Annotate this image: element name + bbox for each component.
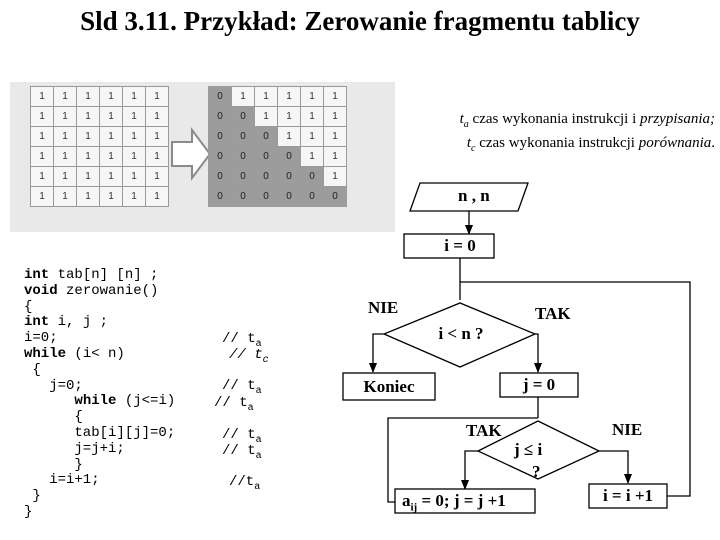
matrix-cell: 1: [278, 127, 301, 147]
matrix-cell: 1: [123, 147, 146, 167]
matrix-cell: 0: [209, 107, 232, 127]
matrix-cell: 1: [31, 107, 54, 127]
matrix-cell: 1: [146, 107, 169, 127]
matrix-cell: 1: [123, 127, 146, 147]
matrix-cell: 1: [77, 107, 100, 127]
matrix-cell: 0: [232, 127, 255, 147]
matrix-cell: 1: [146, 167, 169, 187]
end-label: Koniec: [363, 377, 415, 396]
legend-tc: $t_c$ czas wykonania instrukcji porównania.: [466, 135, 715, 154]
matrix-cell: 1: [324, 87, 347, 107]
matrix-cell: 1: [31, 87, 54, 107]
matrix-cell: 1: [301, 127, 324, 147]
nie-inner-label: NIE: [612, 420, 643, 439]
matrix-cell: 1: [123, 167, 146, 187]
matrix-cell: 1: [324, 127, 347, 147]
inner-condition-label: j ≤ i: [514, 440, 543, 459]
matrix-cell: 0: [278, 147, 301, 167]
matrix-cell: 0: [278, 187, 301, 207]
comment-ta-3: // $t_a$: [214, 395, 254, 414]
matrix-cell: 0: [255, 127, 278, 147]
matrix-cell: 0: [278, 167, 301, 187]
matrix-cell: 1: [54, 107, 77, 127]
matrix-cell: 1: [100, 127, 123, 147]
matrix-cell: 1: [278, 87, 301, 107]
matrix-cell: 1: [146, 187, 169, 207]
matrix-cell: 1: [278, 107, 301, 127]
matrix-cell: 0: [232, 167, 255, 187]
matrix-cell: 1: [301, 87, 324, 107]
matrix-cell: 0: [301, 187, 324, 207]
matrix-cell: 1: [100, 147, 123, 167]
matrix-cell: 1: [54, 187, 77, 207]
matrix-cell: 0: [232, 107, 255, 127]
matrix-cell: 0: [209, 87, 232, 107]
matrix-cell: 0: [232, 147, 255, 167]
matrix-cell: 1: [324, 107, 347, 127]
matrix-cell: 0: [209, 187, 232, 207]
comment-ta-4: // $t_a$: [222, 427, 262, 446]
matrix-cell: 0: [255, 187, 278, 207]
matrix-cell: 1: [77, 127, 100, 147]
comment-ta-5: // $t_a$: [222, 443, 262, 462]
comment-ta-6: $//t_a$: [229, 474, 261, 493]
comment-ta-1: // $t_a$: [222, 331, 262, 350]
nie-outer-label: NIE: [368, 298, 399, 317]
tak-inner-label: TAK: [466, 421, 502, 440]
outer-condition-label: i < n ?: [438, 324, 484, 343]
assign-label: $a_{ij} = 0$; j = j +1: [402, 491, 506, 514]
matrix-cell: 1: [255, 87, 278, 107]
matrix-cell: 1: [301, 107, 324, 127]
matrix-cell: 0: [324, 187, 347, 207]
matrix-cell: 1: [146, 87, 169, 107]
matrix-cell: 1: [77, 147, 100, 167]
matrix-cell: 1: [100, 187, 123, 207]
matrix-cell: 1: [100, 87, 123, 107]
matrix-cell: 1: [301, 147, 324, 167]
matrix-cell: 1: [54, 87, 77, 107]
inner-condition-question: ?: [532, 462, 541, 481]
matrix-cell: 1: [324, 147, 347, 167]
matrix-cell: 1: [232, 87, 255, 107]
matrix-cell: 1: [31, 127, 54, 147]
matrix-cell: 0: [301, 167, 324, 187]
code-listing: int tab[n] [n] ; void zerowanie() { int i, j ; i=0; while (i< n) { j=0; while (j<=i) { tab[i][j]=0; j=j+i; } i=i+1; } }: [24, 267, 176, 520]
matrix-cell: 0: [209, 167, 232, 187]
init-i-label: i = 0: [444, 236, 476, 255]
matrix-cell: 1: [31, 147, 54, 167]
matrix-cell: 1: [146, 127, 169, 147]
matrix-cell: 1: [54, 147, 77, 167]
tak-outer-label: TAK: [535, 304, 571, 323]
matrix-cell: 0: [209, 127, 232, 147]
incr-i-label: i = i +1: [602, 486, 654, 505]
matrix-cell: 1: [123, 107, 146, 127]
matrix-cell: 1: [146, 147, 169, 167]
matrix-cell: 1: [324, 167, 347, 187]
matrix-cell: 1: [77, 167, 100, 187]
matrix-cell: 1: [100, 107, 123, 127]
init-j-label: j = 0: [522, 375, 556, 394]
matrix-cell: 0: [209, 147, 232, 167]
slide-title: Sld 3.11. Przykład: Zerowanie fragmentu tablicy: [80, 6, 640, 36]
matrix-cell: 1: [54, 127, 77, 147]
matrix-cell: 1: [123, 87, 146, 107]
matrix-cell: 1: [31, 167, 54, 187]
comment-ta-2: // $t_a$: [222, 378, 262, 397]
input-label: n , n: [458, 186, 490, 205]
matrix-cell: 1: [77, 87, 100, 107]
matrix-cell: 1: [255, 107, 278, 127]
legend-ta: $t_a$ czas wykonania instrukcji i przypisania;: [459, 111, 715, 130]
matrix-cell: 0: [232, 187, 255, 207]
matrix-cell: 0: [255, 167, 278, 187]
matrix-cell: 1: [77, 187, 100, 207]
comment-tc-1: // $t_c$: [229, 347, 269, 366]
matrix-cell: 0: [255, 147, 278, 167]
matrix-cell: 1: [100, 167, 123, 187]
matrix-cell: 1: [31, 187, 54, 207]
matrix-cell: 1: [54, 167, 77, 187]
matrix-cell: 1: [123, 187, 146, 207]
